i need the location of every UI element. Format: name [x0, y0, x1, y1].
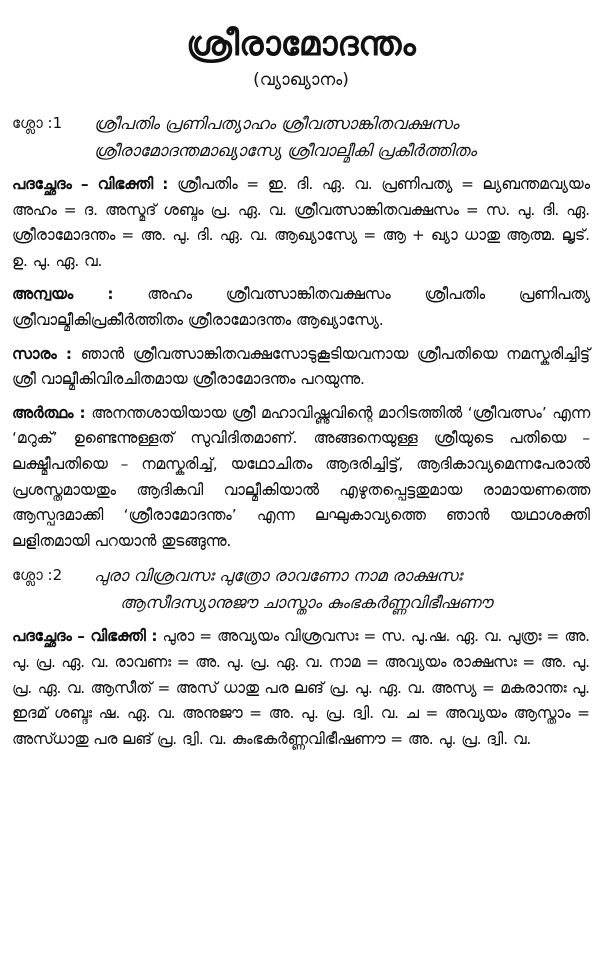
- padaccheda-2: [12, 624, 590, 752]
- sloka-1-line-1: ശ്രീപതിം പ്രണിപത്യാഹം ശ്രീവത്സാങ്കിതവക്ഷസം: [94, 114, 459, 133]
- padaccheda-1: [12, 172, 590, 274]
- page-subtitle: (വ്യാഖ്യാനം): [253, 70, 349, 90]
- sloka-1-verse: [86, 110, 590, 164]
- sloka-1-number: ശ്ലോ :1: [12, 114, 63, 132]
- saram-1: [12, 342, 590, 393]
- padaccheda-2-text: പുരാ = അവ്യയം വിശ്രവസഃ = സ. പു.ഷ. ഏ. വ. പുത്രഃ = അ. പു. പ്ര. ഏ. വ. രാവണഃ = അ. പു. പ്ര. ഏ. വ. നാമ = അവ്യയം രാക്ഷസഃ = അ. പു. പ്ര. ഏ. വ. ആസീത് = അസ് ധാതു പര ലങ് പ്ര. പു. ഏ. വ. അസ്യ = മകരാന്തഃ പു. ഇദമ് ശബ്ദഃ ഷ. ഏ. വ. അനുജൗ = അ. പു. പ്ര. ദ്വി. വ. ച = അവ്യയം ആസ്താം = അസ്ധാതു പര ലങ് പ്ര. ദ്വി. വ. കുംഭകർണ്ണവിഭീഷണൗ = അ. പു. പ്ര. ദ്വി. വ.: [12, 627, 590, 748]
- padaccheda-1-label: പദച്ഛേദം – വിഭക്തി :: [12, 175, 169, 193]
- sloka-1-line-2: ശ്രീരാമോദന്തമാഖ്യാസ്യേ ശ്രീവാല്മീകി പ്രകീർത്തിതം: [94, 141, 477, 160]
- padaccheda-2-label: പദച്ഛേദം – വിഭക്തി :: [12, 627, 158, 646]
- artham-1: [12, 401, 590, 555]
- sloka-2: [12, 562, 590, 616]
- anvaya-1-text: അഹം ശ്രീവത്സാങ്കിതവക്ഷസം ശ്രീപതിം പ്രണിപത്യ ശ്രീവാല്മീകിപ്രകീർത്തിതം ശ്രീരാമോദന്തം ആഖ്യാസ്യേ.: [12, 285, 590, 329]
- padaccheda-1-text: ശ്രീപതിം = ഇ. ദി. ഏ. വ. പ്രണിപത്യ = ല്യബന്തമവ്യയം അഹം = ദ. അസ്മദ് ശബ്ദം പ്ര. ഏ. വ. ശ്രീവത്സാങ്കിതവക്ഷസം = സ. പു. ദി. ഏ. ശ്രീരാമോദന്തം = അ. പു. ദി. ഏ. വ. ആഖ്യാസ്യേ = ആ + ഖ്യാ ധാതു ആത്മ. ലൃട്. ഉ. പു. ഏ. വ.: [12, 175, 590, 270]
- saram-1-label: സാരം :: [12, 344, 72, 363]
- artham-1-text: അനന്തശായിയായ ശ്രീ മഹാവിഷ്ണുവിന്റെ മാറിടത്തിൽ ‘ശ്രീവത്സം’ എന്ന ‘മറുക്’ ഉണ്ടെന്നുള്ളത് സുവിദിതമാണ്. അങ്ങനെയുള്ള ശ്രീയുടെ പതിയെ – ലക്ഷ്മീപതിയെ – നമസ്കരിച്ച്, യഥോചിതം ആദരിച്ചിട്ട്, ആദികാവ്യമെന്നപേരാൽ പ്രശസ്തമായതും ആദികവി വാല്മീകിയാൽ എഴുതപ്പെട്ടതുമായ രാമായണത്തെ ആസ്പദമാക്കി ‘ശ്രീരാമോദന്തം’ എന്ന ലഘുകാവ്യത്തെ ഞാൻ യഥാശക്തി ലളിതമായി പറയാൻ തുടങ്ങുന്നു.: [12, 403, 590, 550]
- sloka-2-verse: [86, 562, 590, 616]
- sloka-2-line-2: ആസീദസ്യാനുജൗ ചാസ്താം കുംഭകർണ്ണവിഭീഷണൗ: [120, 593, 493, 613]
- sloka-1: [12, 110, 590, 164]
- page-title: ശ്രീരാമോദന്തം: [186, 24, 416, 64]
- sloka-2-line-1: പുരാ വിശ്രവസഃ പുത്രോ രാവണോ നാമ രാക്ഷസഃ: [94, 566, 463, 586]
- anvaya-1-label: അന്വയം :: [12, 285, 114, 304]
- anvaya-1: [12, 282, 590, 333]
- saram-1-text: ഞാൻ ശ്രീവത്സാങ്കിതവക്ഷസോടുകൂടിയവനായ ശ്രീപതിയെ നമസ്കരിച്ചിട്ട് ശ്രീ വാല്മീകിവിരചിതമായ ശ്രീരാമോദന്തം പറയുന്നു.: [12, 344, 590, 389]
- sloka-2-number: ശ്ലോ :2: [12, 566, 63, 585]
- artham-1-label: അർത്ഥം :: [12, 403, 86, 422]
